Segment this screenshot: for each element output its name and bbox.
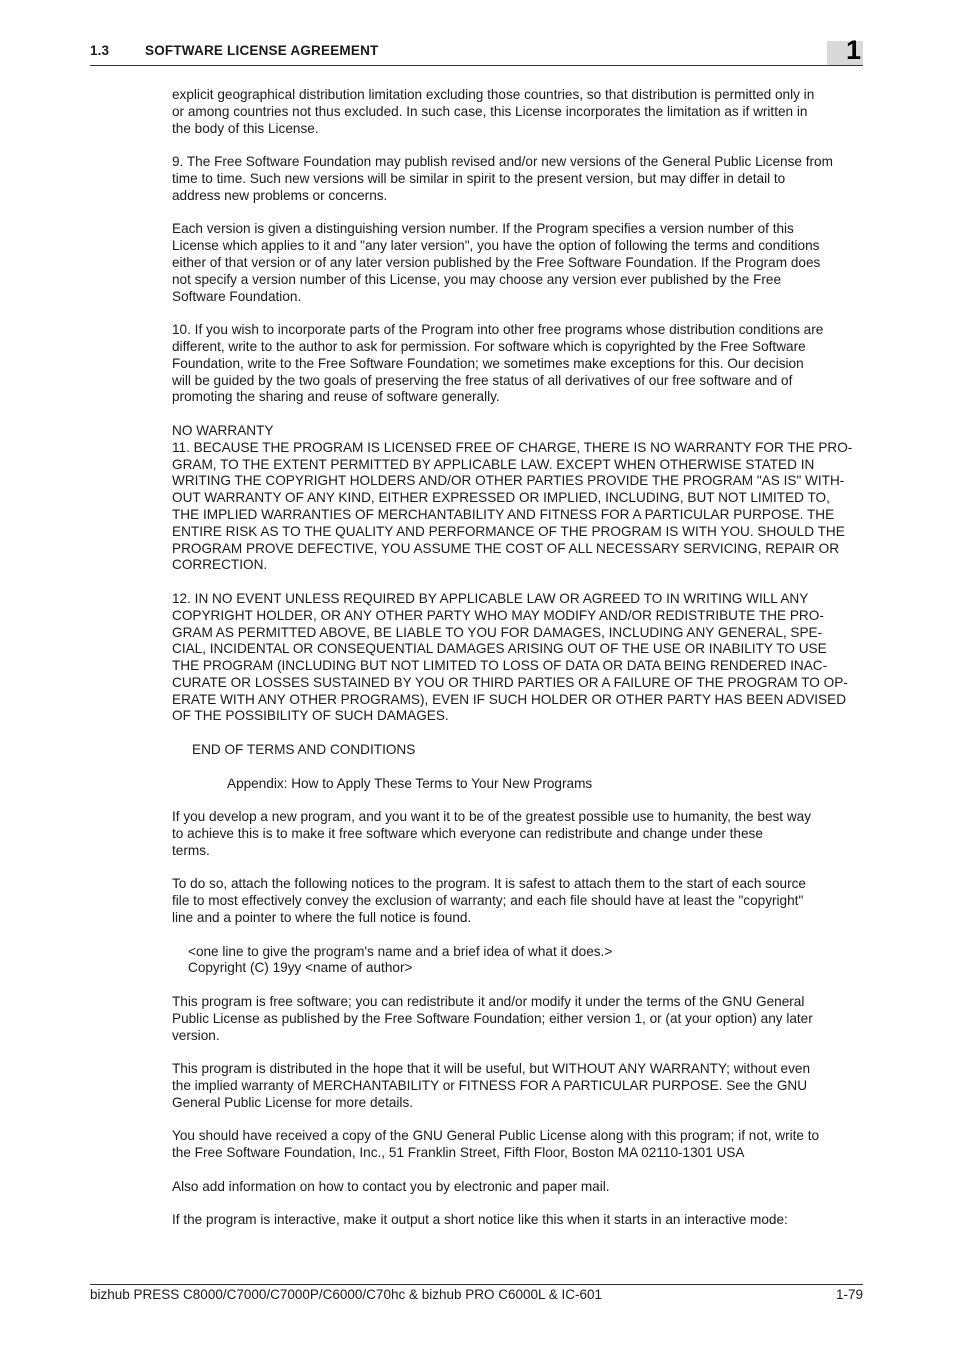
- no-warranty-heading: NO WARRANTY: [172, 422, 274, 438]
- paragraph: Each version is given a distinguishing version number. If the Program specifies a version number of this License which applies to it and "any later version", you have the option of following the terms and conditions either of that version or of any later version published by the Free Software Foundation. If the Program does not specify a version number of this License, you may choose any version ever published by the Free Software Foundation.: [172, 221, 821, 304]
- paragraph: To do so, attach the following notices to the program. It is safest to attach them to the start of each source file to most effectively convey the exclusion of warranty; and each file should have at least the "copyright" line and a pointer to where the full notice is found.: [172, 876, 806, 926]
- header-rule: [90, 65, 863, 66]
- paragraph: This program is distributed in the hope that it will be useful, but WITHOUT ANY WARRANTY; without even the implied warranty of MERCHANTABILITY or FITNESS FOR A PARTICULAR PURPOSE. See the GNU General Public License for more details.: [172, 1061, 811, 1110]
- paragraph: 12. IN NO EVENT UNLESS REQUIRED BY APPLICABLE LAW OR AGREED TO IN WRITING WILL ANY COPYRIGHT HOLDER, OR ANY OTHER PARTY WHO MAY MODIFY AND/OR REDISTRIBUTE THE PRO- GRAM AS PERMITTED ABOVE, BE LIABLE TO YOU FOR DAMAGES, INCLUDING ANY GENERAL, SPE- CIAL, INCIDENTAL OR CONSEQUENTIAL DAMAGES ARISING OUT OF THE USE OR INABILITY TO USE THE PROGRAM (INCLUDING BUT NOT LIMITED TO LOSS OF DATA OR DATA BEING RENDERED INAC- CURATE OR LOSSES SUSTAINED BY YOU OR THIRD PARTIES OR A FAILURE OF THE PROGRAM TO OP- ERATE WITH ANY OTHER PROGRAMS), EVEN IF SUCH HOLDER OR OTHER PARTY HAS BEEN ADVISED OF THE POSSIBILITY OF SUCH DAMAGES.: [172, 590, 848, 724]
- notice-line: <one line to give the program's name and a brief idea of what it does.>: [188, 943, 613, 959]
- paragraph: 10. If you wish to incorporate parts of the Program into other free programs whose distribution conditions are different, write to the author to ask for permission. For software which is copyrighted by the Free Software Foundation, write to the Free Software Foundation; we sometimes make exceptions for this. Our decision will be guided by the two goals of preserving the free status of all derivatives of our free software and of promoting the sharing and reuse of software generally.: [172, 322, 824, 405]
- notice-line: Copyright (C) 19yy <name of author>: [188, 960, 413, 976]
- end-of-terms: END OF TERMS AND CONDITIONS: [192, 742, 416, 758]
- chapter-number: 1: [845, 35, 861, 65]
- footer-product: bizhub PRESS C8000/C7000/C7000P/C6000/C70hc & bizhub PRO C6000L & IC-601: [90, 1287, 603, 1302]
- section-title: SOFTWARE LICENSE AGREEMENT: [145, 43, 379, 58]
- paragraph: If the program is interactive, make it output a short notice like this when it starts in an interactive mode:: [172, 1212, 788, 1228]
- page-header: [90, 35, 863, 65]
- paragraph: 11. BECAUSE THE PROGRAM IS LICENSED FREE OF CHARGE, THERE IS NO WARRANTY FOR THE PRO- GRAM, TO THE EXTENT PERMITTED BY APPLICABLE LAW. EXCEPT WHEN OTHERWISE STATED IN WRITING THE COPYRIGHT HOLDERS AND/OR OTHER PARTIES PROVIDE THE PROGRAM "AS IS" WITH- OUT WARRANTY OF ANY KIND, EITHER EXPRESSED OR IMPLIED, INCLUDING, BUT NOT LIMITED TO, THE IMPLIED WARRANTIES OF MERCHANTABILITY AND FITNESS FOR A PARTICULAR PURPOSE. THE ENTIRE RISK AS TO THE QUALITY AND PERFORMANCE OF THE PROGRAM IS WITH YOU. SHOULD THE PROGRAM PROVE DEFECTIVE, YOU ASSUME THE COST OF ALL NECESSARY SERVICING, REPAIR OR CORRECTION.: [172, 439, 853, 573]
- document-body: [172, 87, 864, 1246]
- footer-page-number: 1-79: [835, 1287, 863, 1302]
- paragraph: If you develop a new program, and you want it to be of the greatest possible use to humanity, the best way to achieve this is to make it free software which everyone can redistribute and change under these terms.: [172, 809, 812, 858]
- paragraph: This program is free software; you can redistribute it and/or modify it under the terms of the GNU General Public License as published by the Free Software Foundation; either version 1, or (at your option) any later version.: [172, 994, 813, 1043]
- footer-rule: [90, 1284, 863, 1285]
- paragraph: You should have received a copy of the GNU General Public License along with this program; if not, write to the Free Software Foundation, Inc., 51 Franklin Street, Fifth Floor, Boston MA 02110-1301 USA: [172, 1128, 820, 1161]
- paragraph: explicit geographical distribution limitation excluding those countries, so that distribution is permitted only in or among countries not thus excluded. In such case, this License incorporates the limitation as if written in the body of this License.: [172, 87, 815, 136]
- paragraph: Also add information on how to contact you by electronic and paper mail.: [172, 1178, 610, 1194]
- section-number: 1.3: [90, 43, 110, 58]
- chapter-tab: [827, 35, 863, 65]
- appendix-heading: Appendix: How to Apply These Terms to Your New Programs: [227, 775, 593, 791]
- paragraph: 9. The Free Software Foundation may publish revised and/or new versions of the General Public License from time to time. Such new versions will be similar in spirit to the present version, but may differ in detail to address new problems or concerns.: [172, 154, 833, 203]
